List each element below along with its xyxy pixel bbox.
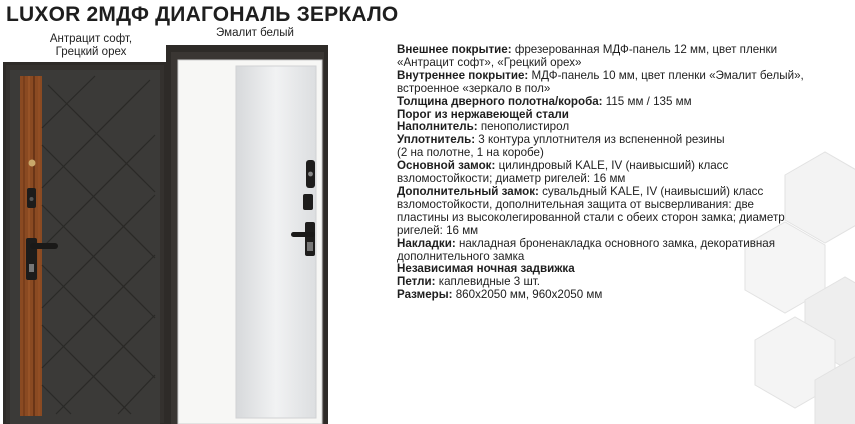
spec-label: Толщина дверного полотна/короба: bbox=[397, 94, 603, 108]
door-handle-icon bbox=[30, 243, 58, 249]
spec-label: Независимая ночная задвижка bbox=[397, 262, 575, 276]
spec-value: взломостойкости, дополнительная защита от высверливания: две bbox=[397, 197, 755, 211]
spec-label: Накладки: bbox=[397, 236, 456, 250]
spec-value: накладная броненакладка основного замка, декоративная bbox=[455, 236, 776, 250]
spec-value: ригелей: 16 мм bbox=[397, 223, 479, 237]
floor-mirror bbox=[236, 66, 316, 418]
spec-value: дополнительного замка bbox=[397, 249, 525, 263]
spec-value: пластины из высоколегированной стали с обеих сторон замка; диаметр bbox=[397, 210, 785, 224]
spec-label: Наполнитель: bbox=[397, 120, 478, 134]
spec-value: «Антрацит софт», «Грецкий орех» bbox=[397, 55, 582, 69]
spec-label: Размеры: bbox=[397, 288, 453, 302]
spec-line bbox=[397, 289, 837, 302]
spec-value: цилиндровый KALE, IV (наивысший) класс bbox=[495, 159, 729, 173]
inner-door bbox=[166, 45, 328, 424]
spec-label: Внутреннее покрытие: bbox=[397, 68, 529, 82]
spec-value: 115 мм / 135 мм bbox=[602, 94, 692, 108]
specifications-list bbox=[397, 44, 837, 302]
outer-finish-caption-line-1: Антрацит софт, bbox=[49, 33, 133, 45]
spec-value: пенополистирол bbox=[477, 120, 570, 134]
spec-label: Основной замок: bbox=[397, 159, 496, 173]
outer-door bbox=[3, 62, 167, 424]
product-title: LUXOR 2МДФ ДИАГОНАЛЬ ЗЕРКАЛО bbox=[6, 3, 399, 26]
spec-value: взломостойкости; диаметр ригелей: 16 мм bbox=[397, 172, 626, 186]
spec-value: фрезерованная МДФ-панель 12 мм, цвет пленки bbox=[511, 43, 778, 56]
inner-finish-caption: Эмалит белый bbox=[216, 27, 294, 39]
spec-value: 3 контура уплотнителя из вспененной резины bbox=[475, 133, 725, 147]
spec-label: Дополнительный замок: bbox=[397, 184, 539, 198]
spec-value: сувальдный KALE, IV (наивысший) класс bbox=[538, 184, 764, 198]
spec-label: Порог из нержавеющей стали bbox=[397, 107, 569, 121]
spec-value: МДФ-панель 10 мм, цвет пленки «Эмалит белый», bbox=[528, 68, 804, 82]
outer-finish-caption-line-2: Грецкий орех bbox=[55, 46, 127, 58]
spec-label: Уплотнитель: bbox=[397, 133, 476, 147]
spec-value: (2 на полотне, 1 на коробе) bbox=[397, 146, 544, 160]
spec-value: встроенное «зеркало в пол» bbox=[397, 81, 551, 95]
inner-lock-plate-icon bbox=[303, 194, 313, 210]
spec-label: Петли: bbox=[397, 275, 436, 289]
spec-label: Внешнее покрытие: bbox=[397, 43, 512, 56]
spec-value: 860x2050 мм, 960x2050 мм bbox=[452, 288, 603, 302]
peephole-icon bbox=[29, 160, 36, 167]
inner-door-handle-icon bbox=[291, 232, 315, 237]
door-illustration bbox=[0, 0, 340, 424]
spec-value: каплевидные 3 шт. bbox=[435, 275, 541, 289]
